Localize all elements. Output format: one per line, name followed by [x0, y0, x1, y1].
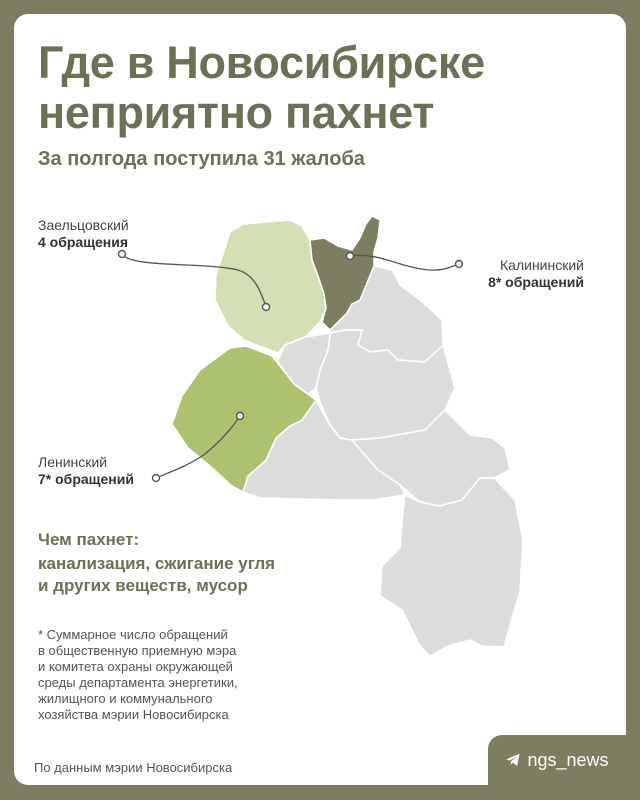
- footnote-line-6: хозяйства мэрии Новосибирска: [38, 707, 229, 722]
- footnote-line-4: среды департамента энергетики,: [38, 675, 238, 690]
- title-line-2: неприятно пахнет: [38, 87, 435, 138]
- footnote-line-1: * Суммарное число обращений: [38, 627, 228, 642]
- telegram-icon: [505, 752, 521, 768]
- label-kalininsky-name: Калининский: [500, 257, 584, 273]
- smell-line-1: канализация, сжигание угля: [38, 554, 276, 573]
- callout-dot-kalininsky-label: [456, 261, 463, 268]
- district-shape-sovetsky: [380, 478, 523, 656]
- callout-dot-kalininsky-map: [347, 253, 354, 260]
- footnote-line-3: и комитета охраны окружающей: [38, 659, 233, 674]
- smell-heading: Чем пахнет:: [38, 530, 140, 549]
- brand-name: ngs_news: [527, 749, 609, 770]
- label-kalininsky-count: 8* обращений: [488, 274, 584, 290]
- label-zaeltsovsky-name: Заельцовский: [38, 217, 129, 233]
- label-kalininsky: [464, 257, 584, 291]
- brand-badge[interactable]: [488, 735, 626, 785]
- footnote-line-5: жилищного и коммунального: [38, 691, 213, 706]
- label-leninsky-name: Ленинский: [38, 454, 108, 470]
- footnote-line-2: в общественную приемную мэра: [38, 643, 237, 658]
- subtitle: За полгода поступила 31 жалоба: [38, 148, 365, 170]
- smell-description: [38, 529, 275, 597]
- callout-dot-leninsky-label: [153, 475, 160, 482]
- label-zaeltsovsky: [38, 217, 129, 251]
- infographic-card: [14, 14, 626, 785]
- label-zaeltsovsky-count: 4 обращения: [38, 234, 129, 250]
- title-line-1: Где в Новосибирске: [38, 37, 485, 88]
- callout-dot-zaeltsovsky-map: [263, 304, 270, 311]
- callout-dot-zaeltsovsky-label: [119, 251, 126, 258]
- label-leninsky-count: 7* обращений: [38, 471, 134, 487]
- data-source: По данным мэрии Новосибирска: [34, 760, 233, 775]
- footnote: [38, 627, 238, 723]
- callout-dot-leninsky-map: [237, 413, 244, 420]
- label-leninsky: [38, 454, 134, 488]
- smell-line-2: и других веществ, мусор: [38, 576, 248, 595]
